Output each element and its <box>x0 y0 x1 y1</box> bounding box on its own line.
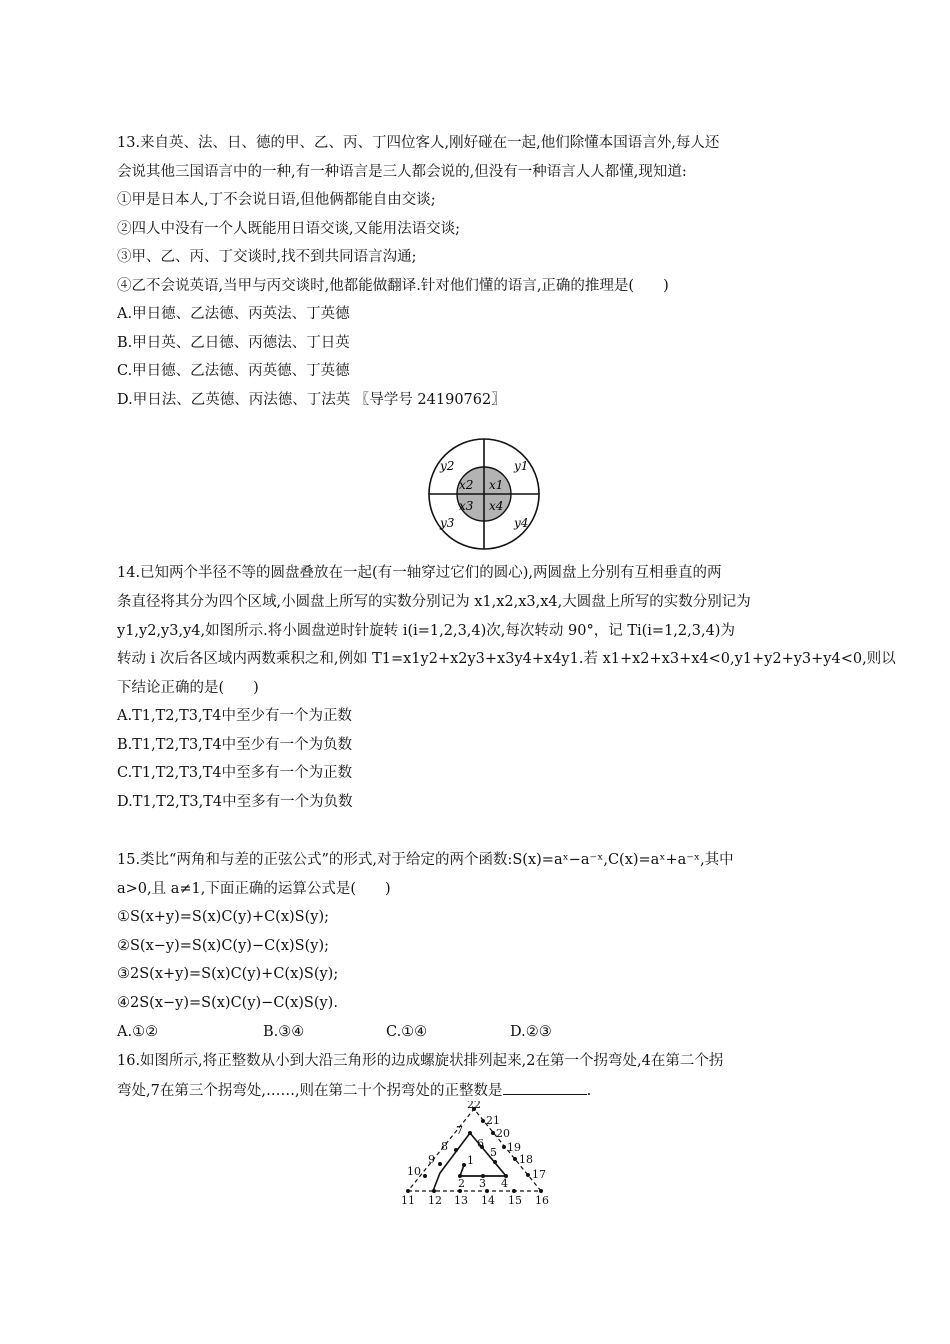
q15-formula-3: ③2S(x+y)=S(x)C(y)+C(x)S(y); <box>117 966 339 982</box>
num-12: 12 <box>428 1194 442 1207</box>
q16-line-2-text: 弯处,7在第三个拐弯处,……,则在第二十个拐弯处的正整数是 <box>117 1083 503 1099</box>
num-2: 2 <box>458 1177 465 1190</box>
q13-option-b: B.甲日英、乙日德、丙德法、丁日英 <box>117 335 350 351</box>
q13-condition-2: ②四人中没有一个人既能用日语交谈,又能用法语交谈; <box>117 221 460 237</box>
inner-label-x1: x1 <box>489 478 504 492</box>
outer-label-y2: y2 <box>440 459 455 473</box>
num-13: 13 <box>454 1194 468 1207</box>
number-dots <box>406 1107 543 1193</box>
num-17: 17 <box>532 1168 546 1181</box>
q14-option-a: A.T1,T2,T3,T4中至少有一个为正数 <box>117 708 352 724</box>
num-4: 4 <box>501 1177 508 1190</box>
inner-label-x2: x2 <box>459 478 474 492</box>
num-5: 5 <box>490 1146 497 1159</box>
num-3: 3 <box>479 1177 486 1190</box>
num-8: 8 <box>441 1140 448 1153</box>
num-11: 11 <box>401 1194 415 1207</box>
q13-option-a: A.甲日德、乙法德、丙英法、丁英德 <box>117 306 350 322</box>
outer-label-y3: y3 <box>440 516 455 530</box>
num-10: 10 <box>407 1165 421 1178</box>
q13-option-c: C.甲日德、乙法德、丙英德、丁英德 <box>117 363 350 379</box>
q13-condition-3: ③甲、乙、丙、丁交谈时,找不到共同语言沟通; <box>117 249 417 265</box>
num-18: 18 <box>519 1153 533 1166</box>
q15-formula-1: ①S(x+y)=S(x)C(y)+C(x)S(y); <box>117 909 329 925</box>
num-14: 14 <box>481 1194 495 1207</box>
num-15: 15 <box>508 1194 522 1207</box>
q15-option-b: B.③④ <box>263 1024 305 1040</box>
num-6: 6 <box>477 1137 484 1150</box>
q15-formula-2: ②S(x−y)=S(x)C(y)−C(x)S(y); <box>117 938 329 954</box>
q14-line-2: 条直径将其分为四个区域,小圆盘上所写的实数分别记为 x1,x2,x3,x4,大圆盘上所写的实数分别记为 <box>117 594 751 610</box>
num-22: 22 <box>467 1101 481 1111</box>
q14-option-b: B.T1,T2,T3,T4中至少有一个为负数 <box>117 737 353 753</box>
q14-option-c: C.T1,T2,T3,T4中至多有一个为正数 <box>117 765 353 781</box>
q14-line-5: 下结论正确的是( ) <box>117 680 259 696</box>
q16-line-2-end: . <box>586 1083 592 1099</box>
q15-option-a: A.①② <box>117 1024 159 1040</box>
spiral-triangle-figure <box>400 1101 555 1209</box>
q14-line-1: 14.已知两个半径不等的圆盘叠放在一起(有一轴穿过它们的圆心),两圆盘上分别有互相垂直的两 <box>117 565 722 581</box>
q15-option-d: D.②③ <box>510 1024 552 1040</box>
q14-line-4: 转动 i 次后各区域内两数乘积之和,例如 T1=x1y2+x2y3+x3y4+x4y1.若 x1+x2+x3+x4<0,y1+y2+y3+y4<0,则以 <box>117 651 896 667</box>
q15-formula-4: ④2S(x−y)=S(x)C(y)−C(x)S(y). <box>117 995 338 1011</box>
q16-line-1: 16.如图所示,将正整数从小到大沿三角形的边成螺旋状排列起来,2在第一个拐弯处,4在第二个拐 <box>117 1053 724 1069</box>
num-16: 16 <box>535 1194 549 1207</box>
q13-line-1: 13.来自英、法、日、德的甲、乙、丙、丁四位客人,刚好碰在一起,他们除懂本国语言外,每人还 <box>117 135 720 151</box>
disc-figure <box>418 437 550 552</box>
q16-line-2 <box>117 1080 837 1101</box>
q15-line-1: 15.类比“两角和与差的正弦公式”的形式,对于给定的两个函数:S(x)=aˣ−a⁻ˣ,C(x)=aˣ+a⁻ˣ,其中 <box>117 852 734 868</box>
q13-option-d: D.甲日法、乙英德、丙法德、丁法英 〖导学号 24190762〗 <box>117 392 506 408</box>
outer-dashed-edges <box>408 1109 541 1191</box>
q14-option-d: D.T1,T2,T3,T4中至多有一个为负数 <box>117 794 353 810</box>
q15-line-2: a>0,且 a≠1,下面正确的运算公式是( ) <box>117 881 391 897</box>
num-7: 7 <box>456 1124 463 1137</box>
num-20: 20 <box>496 1127 510 1140</box>
q15-option-c: C.①④ <box>386 1024 428 1040</box>
q14-line-3: y1,y2,y3,y4,如图所示.将小圆盘逆时针旋转 i(i=1,2,3,4)次,每次转动 90°，记 Ti(i=1,2,3,4)为 <box>117 623 735 639</box>
q13-condition-4: ④乙不会说英语,当甲与丙交谈时,他都能做翻译.针对他们懂的语言,正确的推理是( ) <box>117 278 669 294</box>
inner-label-x4: x4 <box>489 499 504 513</box>
num-21: 21 <box>486 1114 500 1127</box>
q13-condition-1: ①甲是日本人,丁不会说日语,但他俩都能自由交谈; <box>117 192 436 208</box>
num-19: 19 <box>507 1141 521 1154</box>
answer-blank <box>503 1080 587 1095</box>
q13-line-2: 会说其他三国语言中的一种,有一种语言是三人都会说的,但没有一种语言人人都懂,现知道: <box>117 164 687 180</box>
outer-label-y4: y4 <box>514 516 529 530</box>
num-1: 1 <box>467 1154 474 1167</box>
inner-label-x3: x3 <box>459 499 474 513</box>
num-9: 9 <box>428 1153 435 1166</box>
outer-label-y1: y1 <box>514 459 529 473</box>
